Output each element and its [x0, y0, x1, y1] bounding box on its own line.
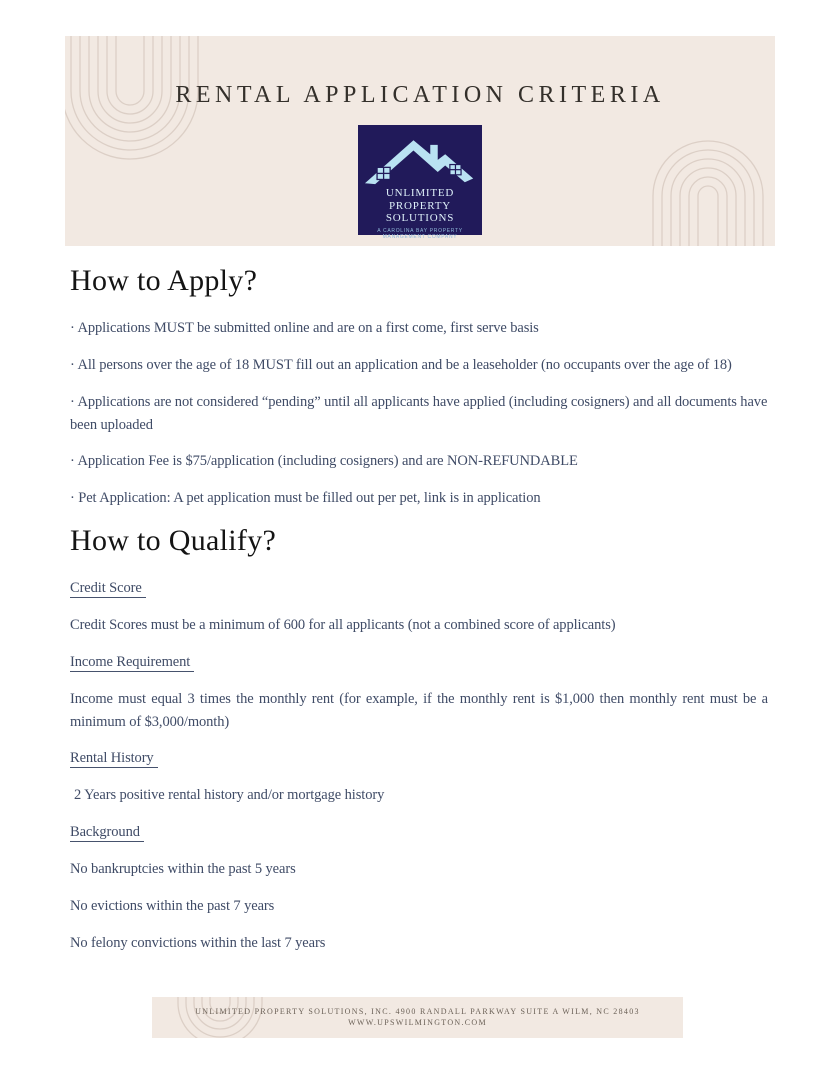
logo-tagline-line: MANAGEMENT COMPANY	[382, 233, 458, 240]
income-requirement-label-text: Income Requirement	[70, 654, 194, 672]
footer-bar	[152, 997, 683, 1038]
right-window-icon	[450, 165, 461, 175]
credit-score-label-text: Credit Score	[70, 580, 146, 598]
apply-bullet: · Applications are not considered “pending” until all applicants have applied (including cosigners) and all documents have been uploaded	[70, 394, 768, 433]
rental-history-label	[70, 747, 768, 770]
footer-address: UNLIMITED PROPERTY SOLUTIONS, INC. 4900 RANDALL PARKWAY SUITE A WILM, NC 28403	[195, 1007, 640, 1016]
logo-name-line: SOLUTIONS	[385, 212, 455, 224]
background-item: No evictions within the past 7 years	[70, 898, 275, 914]
company-logo	[358, 125, 482, 240]
background-label	[70, 821, 768, 844]
background-item: No felony convictions within the last 7 years	[70, 935, 326, 951]
credit-score-label	[70, 577, 768, 600]
left-window-icon	[377, 167, 390, 179]
logo-name-line: UNLIMITED	[385, 187, 455, 199]
background-item: No bankruptcies within the past 5 years	[70, 861, 296, 877]
header-band	[65, 36, 775, 246]
income-requirement-label	[70, 651, 768, 674]
house-roof-icon	[359, 130, 481, 186]
logo-tagline	[358, 228, 482, 240]
main-content	[70, 246, 768, 969]
apply-bullet: · Pet Application: A pet application must be filled out per pet, link is in application	[70, 490, 541, 506]
apply-bullet: · Application Fee is $75/application (including cosigners) and are NON-REFUNDABLE	[70, 453, 578, 469]
rental-history-label-text: Rental History	[70, 750, 158, 768]
apply-bullet: · All persons over the age of 18 MUST fill out an application and be a leaseholder (no occupants over the age of 18)	[70, 357, 732, 373]
footer-website: WWW.UPSWILMINGTON.COM	[348, 1017, 487, 1027]
income-requirement-text: Income must equal 3 times the monthly rent (for example, if the monthly rent is $1,000 then monthly rent must be a minimum of $3,000/month)	[70, 691, 768, 730]
apply-bullet: · Applications MUST be submitted online and are on a first come, first serve basis	[70, 320, 539, 336]
background-label-text: Background	[70, 824, 144, 842]
logo-name-line: PROPERTY	[389, 199, 451, 212]
footer-text	[152, 997, 683, 1028]
qualify-heading: How to Qualify?	[70, 524, 277, 557]
arch-lines-bottom-right-icon	[643, 131, 775, 246]
apply-heading: How to Apply?	[70, 264, 258, 297]
credit-score-text: Credit Scores must be a minimum of 600 for all applicants (not a combined score of applicants)	[70, 617, 616, 633]
rental-history-text: 2 Years positive rental history and/or mortgage history	[74, 787, 385, 803]
logo-name	[358, 187, 482, 225]
page-title: RENTAL APPLICATION CRITERIA	[175, 82, 665, 108]
logo-tagline-line: A CAROLINA BAY PROPERTY	[377, 227, 463, 234]
